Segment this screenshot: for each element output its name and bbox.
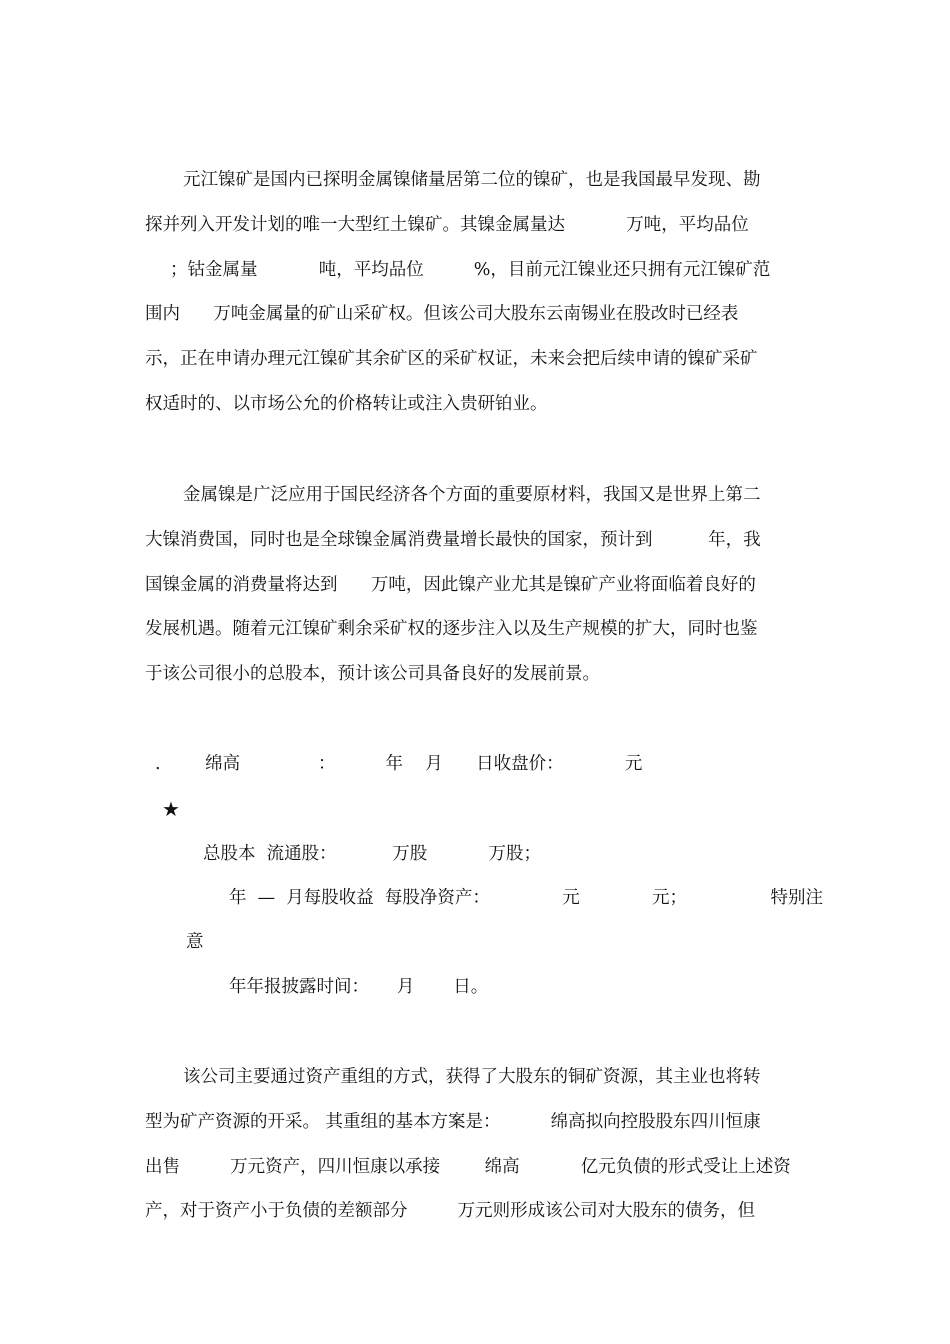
text-line: 金属镍是广泛应用于国民经济各个方面的重要原材料，我国又是世界上第二 (183, 485, 761, 505)
text-line: 型为矿产资源的开采。 其重组的基本方案是： 绵高拟向控股股东四川恒康 (145, 1112, 761, 1132)
text-line: 产，对于资产小于负债的差额部分 万元则形成该公司对大股东的债务，但 (145, 1201, 756, 1221)
text-line: 于该公司很小的总股本，预计该公司具备良好的发展前景。 (145, 664, 600, 684)
earnings-line: 年 — 月每股收益 每股净资产： 元 元； 特别注 (229, 888, 823, 908)
star-icon: ★ (162, 797, 180, 821)
stock-heading: . 绵高 ： 年 月 日收盘价： 元 (155, 754, 643, 774)
text-line: 出售 万元资产，四川恒康以承接 绵高 亿元负债的形式受让上述资 (145, 1157, 791, 1177)
text-line: 探并列入开发计划的唯一大型红土镍矿。其镍金属量达 万吨，平均品位 (145, 215, 749, 235)
text-line: 权适时的、以市场公允的价格转让或注入贵研铂业。 (145, 394, 548, 414)
earnings-line-cont: 意 (186, 932, 204, 952)
text-line: 发展机遇。随着元江镍矿剩余采矿权的逐步注入以及生产规模的扩大，同时也鉴 (145, 619, 758, 639)
share-capital-line: 总股本 流通股： 万股 万股； (203, 844, 541, 864)
text-line: 国镍金属的消费量将达到 万吨，因此镍产业尤其是镍矿产业将面临着良好的 (145, 575, 756, 595)
text-line: 该公司主要通过资产重组的方式，获得了大股东的铜矿资源，其主业也将转 (183, 1067, 761, 1087)
text-line: ；钴金属量 吨，平均品位 %，目前元江镍业还只拥有元江镍矿范 (170, 260, 771, 280)
text-line: 元江镍矿是国内已探明金属镍储量居第二位的镍矿，也是我国最早发现、勘 (183, 170, 761, 190)
text-line: 示，正在申请办理元江镍矿其余矿区的采矿权证，未来会把后续申请的镍矿采矿 (145, 349, 758, 369)
text-line: 围内 万吨金属量的矿山采矿权。但该公司大股东云南锡业在股改时已经表 (145, 304, 739, 324)
text-line: 大镍消费国，同时也是全球镍金属消费量增长最快的国家，预计到 年，我 (145, 530, 761, 550)
report-date-line: 年年报披露时间： 月 日。 (229, 977, 489, 997)
